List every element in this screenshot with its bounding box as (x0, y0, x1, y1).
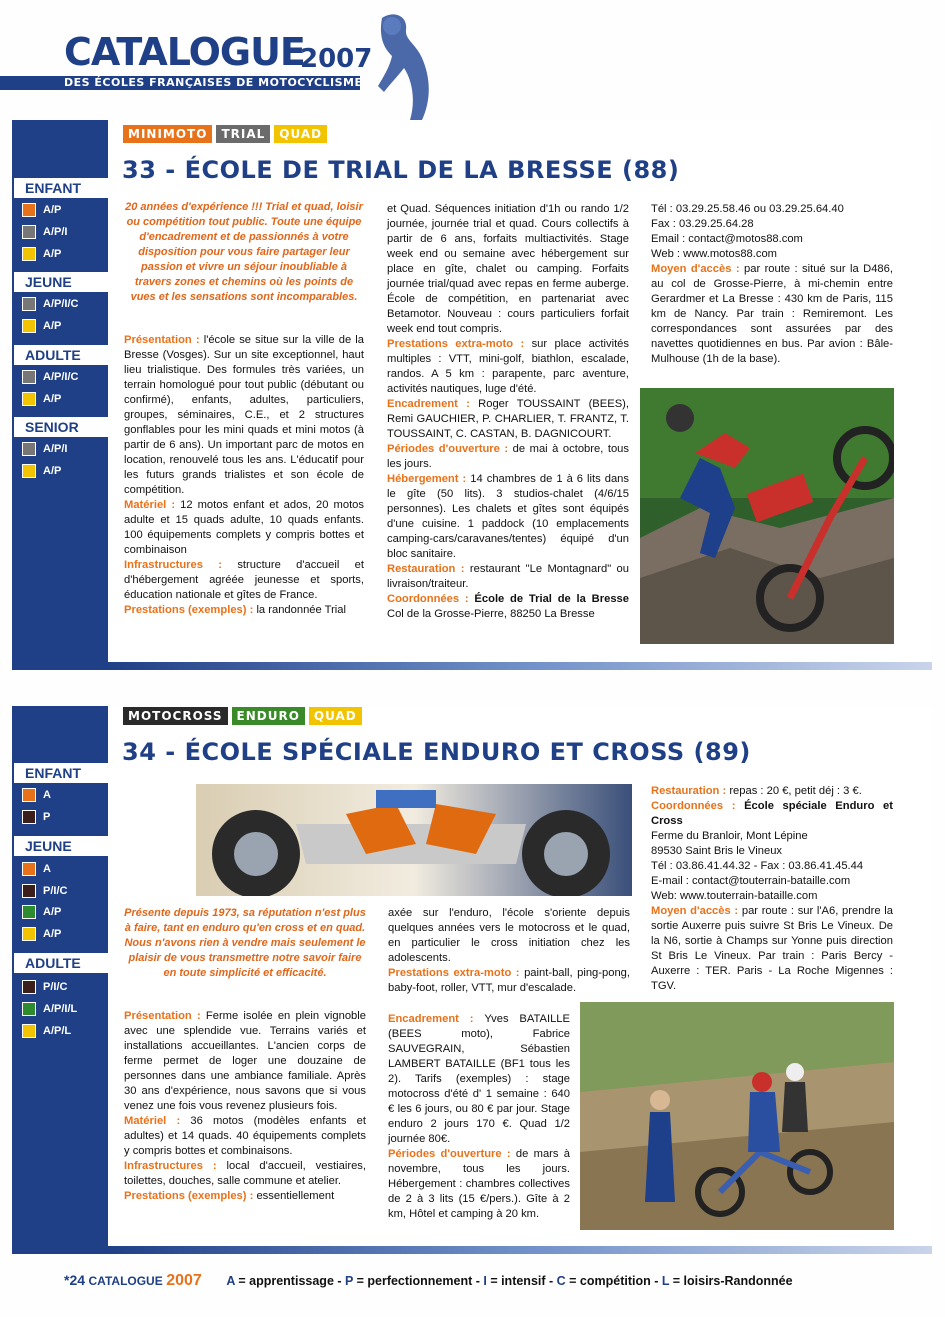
paragraph (651, 784, 893, 799)
category-jeune: JEUNE (14, 272, 108, 292)
paragraph (124, 1189, 366, 1204)
paragraph-text: par route : situé sur la D486, au col de Grosse-Pierre, à mi-chemin entre Gerardmer et La Bresse : 430 km de Paris, 115 km de Nancy. Par train : Remiremont. Les correspondances sont assurées par des navettes quotidiennes en bus. Par avion : Bâle-Mulhouse (1h de la base). (651, 263, 893, 365)
paragraph-label: Prestations (exemples) : (124, 1190, 257, 1202)
category-item (22, 786, 51, 804)
color-square (22, 297, 36, 311)
legend-text: = compétition - (565, 1274, 662, 1288)
section33-column-3 (651, 202, 893, 367)
paragraph-label: Restauration : (387, 563, 470, 575)
paragraph-bold: École de Trial de la Bresse (474, 593, 629, 605)
section34-col2a-paragraphs (388, 906, 630, 996)
category-item (22, 1000, 77, 1018)
paragraph (124, 1159, 366, 1189)
paragraph-label: Matériel : (124, 499, 181, 511)
paragraph-text: Fax : 03.29.25.64.28 (651, 218, 754, 230)
category-enfant: ENFANT (14, 763, 108, 783)
color-square (22, 980, 36, 994)
category-code: A/P/I (43, 443, 68, 455)
paragraph-text: Ferme du Branloir, Mont Lépine (651, 830, 808, 842)
tag-motocross: MOTOCROSS (122, 706, 229, 726)
paragraph-text: Web : www.motos88.com (651, 248, 778, 260)
color-square (22, 810, 36, 824)
paragraph-label: Présentation : (124, 334, 204, 346)
category-enfant: ENFANT (14, 178, 108, 198)
section34-col3-paragraphs (651, 784, 893, 994)
section33-column-1 (124, 200, 364, 618)
paragraph-text: 89530 Saint Bris le Vineux (651, 845, 783, 857)
legend-key: I (483, 1274, 487, 1288)
section34-bottom-bar (12, 1246, 932, 1254)
paragraph-text: 36 motos (modèles enfants et adultes) et 14 quads. 40 équipements complets y compris bottes et combinaisons. (124, 1115, 366, 1157)
category-code: A/P/I/C (43, 371, 79, 383)
paragraph-label: Infrastructures : (124, 1160, 227, 1172)
paragraph-text: Web: www.touterrain-bataille.com (651, 890, 818, 902)
category-item (22, 245, 61, 263)
rider-silhouette-icon (360, 10, 440, 130)
paragraph (387, 562, 629, 592)
paragraph-text: Col de la Grosse-Pierre, 88250 La Bresse (387, 608, 595, 620)
category-item (22, 860, 51, 878)
section33-col2-paragraphs (387, 202, 629, 622)
legend-text: = perfectionnement - (353, 1274, 484, 1288)
category-senior: SENIOR (14, 417, 108, 437)
paragraph-text: Email : contact@motos88.com (651, 233, 803, 245)
tag-quad: QUAD (308, 706, 363, 726)
category-code: A/P/L (43, 1025, 72, 1037)
paragraph-label: Hébergement : (387, 473, 471, 485)
category-item (22, 903, 61, 921)
color-square (22, 1024, 36, 1038)
paragraph-text: axée sur l'enduro, l'école s'oriente depuis quelques années vers le motocross et le quad, en particulier le cross initiation chez les adolescents. (388, 907, 630, 964)
section34-intro: Présente depuis 1973, sa réputation n'est plus à faire, tant en enduro qu'en cross et en quad. Nous n'avons rien à vendre mais seulement le plaisir de vous transmettre notre savoir faire en toute simplicité et efficacité. (124, 907, 366, 979)
paragraph-bold: École spéciale Enduro et Cross (651, 800, 894, 827)
legend-text: = loisirs-Randonnée (669, 1274, 793, 1288)
paragraph (387, 202, 629, 337)
color-square (22, 442, 36, 456)
section34-column-1 (124, 906, 366, 1204)
category-item (22, 1022, 71, 1040)
category-code: A (43, 789, 51, 801)
color-square (22, 370, 36, 384)
paragraph-text: local d'accueil, vestiaires, toilettes, douches, salle commune et atelier. (124, 1160, 366, 1187)
paragraph (651, 202, 893, 217)
category-code: P/I/C (43, 885, 68, 897)
color-square (22, 862, 36, 876)
paragraph (387, 397, 629, 442)
category-item (22, 462, 61, 480)
color-square (22, 319, 36, 333)
paragraph-text: E-mail : contact@touterrain-bataille.com (651, 875, 851, 887)
paragraph (651, 904, 893, 994)
paragraph (387, 442, 629, 472)
tag-enduro: ENDURO (231, 706, 306, 726)
paragraph (651, 844, 893, 859)
paragraph (124, 603, 364, 618)
color-square (22, 247, 36, 261)
paragraph-text: 12 motos enfant et ados, 20 motos adulte et 15 quads adulte, 10 quads enfants. 100 équipements complets y compris bottes et combinaison (124, 499, 364, 556)
category-item (22, 882, 67, 900)
paragraph-text: Tél : 03.86.41.44.32 - Fax : 03.86.41.45.44 (651, 860, 864, 872)
paragraph (651, 829, 893, 844)
color-square (22, 464, 36, 478)
paragraph-label: Coordonnées : (387, 593, 475, 605)
paragraph-label: Restauration : (651, 785, 730, 797)
category-code: P (43, 811, 51, 823)
paragraph (651, 799, 893, 829)
section33-intro: 20 années d'expérience !!! Trial et quad, loisir ou compétition tout public. Toute une équipe d'encadrement et de passionnés à votre disposition pour vous faire partager leur passion et vivre un séjour inoubliable à travers zones et chemins où les points de vues et les sensations sont incomparables. (125, 201, 363, 303)
paragraph-text: structure d'accueil et d'hébergement agréée jeunesse et sports, éducation nationale et gîtes de France. (124, 559, 364, 601)
category-item (22, 223, 67, 241)
legend-text: = intensif - (486, 1274, 557, 1288)
color-square (22, 225, 36, 239)
category-code: A/P (43, 928, 62, 940)
category-item (22, 368, 78, 386)
paragraph-text: repas : 20 €, petit déj : 3 €. (729, 785, 862, 797)
color-square (22, 927, 36, 941)
section33-col1-paragraphs (124, 333, 364, 618)
paragraph-label: Prestations extra-moto : (387, 338, 532, 350)
paragraph (387, 592, 629, 622)
category-code: A/P (43, 906, 62, 918)
tag-trial: TRIAL (215, 124, 271, 144)
page-number: *24 (64, 1272, 86, 1288)
paragraph-label: Moyen d'accès : (651, 263, 744, 275)
category-adulte: ADULTE (14, 345, 108, 365)
paragraph (124, 1009, 366, 1114)
category-code: P/I/C (43, 981, 68, 993)
paragraph-text: 14 chambres de 1 à 6 lits dans le gîte (50 lits). 3 studios-chalet (4/6/15 personnes). Les chalets et gîtes sont équipés d'une cuisine. 1 paddock (10 emplacements camping-cars/caravanes/tentes) équipé d'un bloc sanitaire. (387, 473, 629, 560)
paragraph-text: essentiellement (256, 1190, 335, 1202)
page-footer (64, 1272, 904, 1292)
category-item (22, 201, 61, 219)
paragraph-text: Roger TOUSSAINT (BEES), Remi GAUCHIER, P. CHARLIER, T. FRANTZ, T. TOUSSAINT, C. CASTAN, B. DAGNICOURT. (387, 398, 629, 440)
page-header (0, 0, 945, 120)
category-code: A/P (43, 248, 62, 260)
paragraph-text: de mars à novembre, tous les jours. Hébergement : chambres collectives de 2 à 3 lits (15 €/pers.). Gîte à 2 km, Hôtel et camping à 20 km. (388, 1148, 571, 1220)
section33-tags (122, 124, 328, 144)
category-item (22, 295, 78, 313)
color-square (22, 392, 36, 406)
footer-catalogue: CATALOGUE (88, 1274, 163, 1288)
riders-group-photo (580, 1002, 894, 1230)
school-34-title: 34 - ÉCOLE SPÉCIALE ENDURO ET CROSS (89) (122, 738, 751, 766)
category-code: A/P/I/L (43, 1003, 78, 1015)
section34-tags (122, 706, 363, 726)
legend-key: A (226, 1274, 235, 1288)
paragraph (651, 232, 893, 247)
category-item (22, 317, 61, 335)
paragraph (124, 558, 364, 603)
category-code: A/P (43, 393, 62, 405)
catalogue-title: CATALOGUE (64, 30, 305, 74)
paragraph (388, 1012, 570, 1147)
section34-col2b-paragraphs (388, 1012, 570, 1222)
category-jeune: JEUNE (14, 836, 108, 856)
category-code: A/P (43, 465, 62, 477)
paragraph-text: l'école se situe sur la ville de la Bresse (Vosges). Sur un site exceptionnel, haut lieu trialistique. Des formules très variées, un terrain homologué pour tout public (débutant ou confirmé), enfants, adultes, particuliers, groupes, séminaires, C.E., et 2 structures gonflables pour les mini quads et mini motos (à partir de 6 ans). Un important parc de motos en location, renouvelé tous les ans. L'éducatif pour les futurs grands trialistes et son école de compétition. (124, 334, 364, 496)
paragraph (388, 1147, 570, 1222)
paragraph-label: Encadrement : (388, 1013, 485, 1025)
footer-year: 2007 (166, 1272, 202, 1289)
paragraph-text: Yves BATAILLE (BEES moto), Fabrice SAUVEGRAIN, Sébastien LAMBERT BATAILLE (BF1 tous les 2). Tarifs (exemples) : stage motocross d'été d' 1 semaine : 640 € les 6 jours, ou 80 € par jour. Stage enduro 2 jours 170 €. Quad 1/2 journée 80€. (388, 1013, 570, 1145)
paragraph-text: et Quad. Séquences initiation d'1h ou rando 1/2 journée, journée trial et quad. Cours collectifs à partir de 6 ans, forfaits multiactivités. Stage week end ou semaine avec hébergement sur place en gîte, chalet ou camping. Forfaits journée trial/quad avec repas en ferme auberge. École de compétition, en partenariat avec Betamotor. Nouveau : cours particuliers forfait week end tout compris. (387, 203, 629, 335)
section34-column-3 (651, 784, 893, 994)
paragraph (124, 333, 364, 498)
section33-column-2 (387, 202, 629, 622)
paragraph-label: Infrastructures : (124, 559, 238, 571)
color-square (22, 788, 36, 802)
section33-col3-paragraphs (651, 202, 893, 367)
legend-key: C (556, 1274, 566, 1288)
category-code: A/P (43, 204, 62, 216)
paragraph (387, 472, 629, 562)
footer-legend (226, 1274, 792, 1288)
paragraph (651, 889, 893, 904)
legend-key: L (661, 1274, 670, 1288)
paragraph-label: Matériel : (124, 1115, 191, 1127)
category-item (22, 978, 67, 996)
paragraph-label: Périodes d'ouverture : (387, 443, 513, 455)
category-code: A/P (43, 320, 62, 332)
category-adulte: ADULTE (14, 953, 108, 973)
paragraph-text: Tél : 03.29.25.58.46 ou 03.29.25.64.40 (651, 203, 844, 215)
paragraph-label: Encadrement : (387, 398, 479, 410)
paragraph-label: Prestations (exemples) : (124, 604, 257, 616)
paragraph (651, 262, 893, 367)
color-square (22, 884, 36, 898)
paragraph (651, 217, 893, 232)
tag-minimoto: MINIMOTO (122, 124, 213, 144)
section33-bottom-bar (12, 662, 932, 670)
paragraph (388, 906, 630, 966)
section34-column-2a (388, 906, 630, 996)
paragraph (387, 337, 629, 397)
paragraph (388, 966, 630, 996)
color-square (22, 905, 36, 919)
paragraph-text: Ferme isolée en plein vignoble avec une splendide vue. Terrains variés et installations accueillantes. L'ancien corps de ferme permet de loger une douzaine de personnes dans une ambiance familiale. Après 30 ans d'expérience, nous savons que si vous venez une fois vous revenez plusieurs fois. (124, 1010, 366, 1112)
legend-text: = apprentissage - (234, 1274, 345, 1288)
paragraph-label: Moyen d'accès : (651, 905, 742, 917)
paragraph-label: Prestations extra-moto : (388, 967, 525, 979)
section34-column-2b (388, 1012, 570, 1222)
color-square (22, 203, 36, 217)
category-item (22, 440, 67, 458)
paragraph (124, 1114, 366, 1159)
paragraph-label: Périodes d'ouverture : (388, 1148, 516, 1160)
paragraph-text: restaurant "Le Montagnard" ou livraison/traiteur. (387, 563, 630, 590)
category-code: A/P/I/C (43, 298, 79, 310)
quad-photo (196, 784, 632, 896)
catalogue-year: 2007 (300, 44, 373, 74)
category-item (22, 925, 61, 943)
category-item (22, 390, 61, 408)
legend-key: P (345, 1274, 354, 1288)
paragraph-text: de mai à octobre, tous les jours. (387, 443, 630, 470)
paragraph (651, 247, 893, 262)
paragraph-label: Présentation : (124, 1010, 206, 1022)
catalogue-subtitle: DES ÉCOLES FRANÇAISES DE MOTOCYCLISME (64, 76, 363, 89)
category-code: A/P/I (43, 226, 68, 238)
paragraph-text: par route : sur l'A6, prendre la sortie Auxerre puis suivre St Bris Le Vineux. De la N6, sortie à Champs sur Yonne puis direction St Bris Le Vineux. Par train : Paris Bercy - Auxerre : TER. Paris - La Roche Migennes : TGV. (651, 905, 893, 992)
trial-rider-photo (640, 388, 894, 644)
school-33-title: 33 - ÉCOLE DE TRIAL DE LA BRESSE (88) (122, 156, 680, 184)
paragraph (651, 859, 893, 874)
category-code: A (43, 863, 51, 875)
paragraph-text: sur place activités multiples : VTT, mini-golf, biathlon, escalade, randos. A 5 km : parapente, parc aventure, activités nautiques, luge d'été. (387, 338, 629, 395)
section34-col1-paragraphs (124, 1009, 366, 1204)
paragraph-text: paint-ball, ping-pong, baby-foot, roller, VTT, mur d'escalade. (388, 967, 630, 994)
category-item (22, 808, 50, 826)
paragraph-label: Coordonnées : (651, 800, 745, 812)
paragraph-text: la randonnée Trial (256, 604, 346, 616)
paragraph (651, 874, 893, 889)
tag-quad: QUAD (273, 124, 328, 144)
color-square (22, 1002, 36, 1016)
paragraph (124, 498, 364, 558)
